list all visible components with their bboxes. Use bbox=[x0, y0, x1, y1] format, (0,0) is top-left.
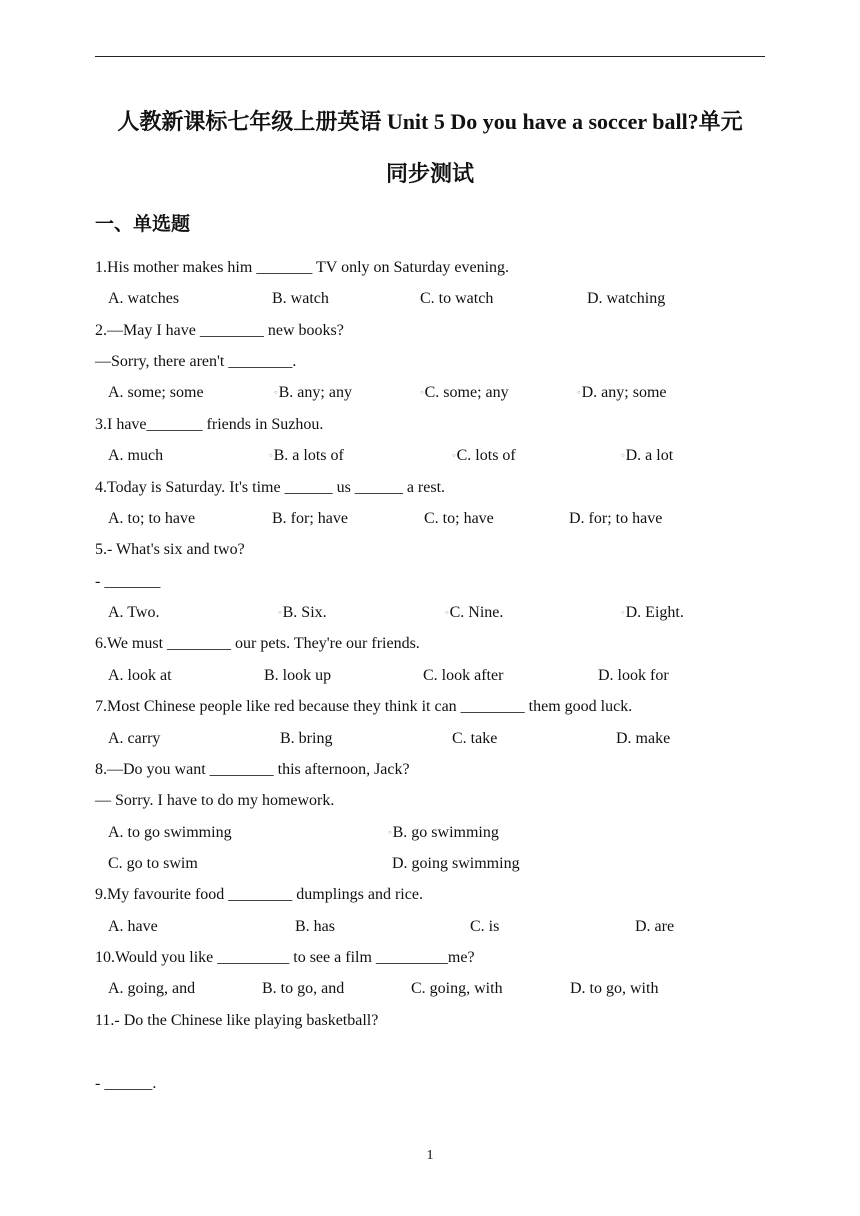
question-3-option-c: ○C. lots of bbox=[452, 447, 516, 464]
question-11-stem-reply: - ______. bbox=[95, 1075, 157, 1092]
question-2-option-c: ○C. some; any bbox=[420, 384, 509, 401]
document-title-continued: 同步测试 bbox=[385, 161, 474, 186]
question-4-stem: 4.Today is Saturday. It's time ______ us ______ a rest. bbox=[95, 479, 446, 496]
question-4-option-d: D. for; to have bbox=[569, 510, 663, 527]
question-5-stem-reply: - _______ bbox=[95, 573, 161, 590]
question-2-option-d: ○D. any; some bbox=[577, 384, 667, 401]
option-marker-icon: ○ bbox=[452, 453, 456, 460]
option-marker-icon: ○ bbox=[388, 830, 392, 837]
question-8-option-b: ○B. go swimming bbox=[388, 824, 499, 841]
question-1-option-c: C. to watch bbox=[420, 290, 494, 307]
question-7-option-a: A. carry bbox=[108, 730, 161, 747]
question-6-option-d: D. look for bbox=[598, 667, 669, 684]
question-7-option-b: B. bring bbox=[280, 730, 333, 747]
option-marker-icon: ○ bbox=[278, 610, 282, 617]
question-8-option-d: D. going swimming bbox=[392, 855, 520, 872]
question-8-stem: 8.—Do you want ________ this afternoon, Jack? bbox=[95, 761, 410, 778]
question-5-option-a: A. Two. bbox=[108, 604, 160, 621]
question-11-stem: 11.- Do the Chinese like playing basketball? bbox=[95, 1012, 379, 1029]
question-10-option-b: B. to go, and bbox=[262, 980, 345, 997]
option-marker-icon: ○ bbox=[420, 390, 424, 397]
question-10-option-a: A. going, and bbox=[108, 980, 196, 997]
question-6-option-a: A. look at bbox=[108, 667, 172, 684]
question-8-option-c: C. go to swim bbox=[108, 855, 198, 872]
question-2-option-a: A. some; some bbox=[108, 384, 204, 401]
option-marker-icon: ○ bbox=[577, 390, 581, 397]
question-3-option-d: ○D. a lot bbox=[621, 447, 674, 464]
question-1-stem: 1.His mother makes him _______ TV only on Saturday evening. bbox=[95, 259, 510, 276]
question-4-option-c: C. to; have bbox=[424, 510, 494, 527]
question-4-option-a: A. to; to have bbox=[108, 510, 196, 527]
option-marker-icon: ○ bbox=[621, 453, 625, 460]
option-marker-icon: ○ bbox=[274, 390, 278, 397]
question-5-option-b: ○B. Six. bbox=[278, 604, 327, 621]
question-9-option-b: B. has bbox=[295, 918, 335, 935]
question-10-stem: 10.Would you like _________ to see a film _________me? bbox=[95, 949, 475, 966]
question-8-option-a: A. to go swimming bbox=[108, 824, 232, 841]
question-1-option-a: A. watches bbox=[108, 290, 180, 307]
question-1-option-d: D. watching bbox=[587, 290, 666, 307]
page-number: 1 bbox=[426, 1148, 434, 1163]
question-5-option-c: ○C. Nine. bbox=[445, 604, 504, 621]
question-6-stem: 6.We must ________ our pets. They're our friends. bbox=[95, 635, 420, 652]
question-9-option-a: A. have bbox=[108, 918, 158, 935]
question-6-option-c: C. look after bbox=[423, 667, 504, 684]
question-9-stem: 9.My favourite food ________ dumplings and rice. bbox=[95, 886, 423, 903]
question-5-stem: 5.- What's six and two? bbox=[95, 541, 245, 558]
question-4-option-b: B. for; have bbox=[272, 510, 348, 527]
question-9-option-c: C. is bbox=[470, 918, 500, 935]
question-10-option-c: C. going, with bbox=[411, 980, 503, 997]
document-title: 人教新课标七年级上册英语 Unit 5 Do you have a soccer ball?单元 bbox=[117, 109, 743, 134]
question-2-stem: 2.—May I have ________ new books? bbox=[95, 322, 344, 339]
option-marker-icon: ○ bbox=[445, 610, 449, 617]
question-8-stem-reply: — Sorry. I have to do my homework. bbox=[95, 792, 335, 809]
question-3-option-b: ○B. a lots of bbox=[269, 447, 344, 464]
question-7-option-c: C. take bbox=[452, 730, 498, 747]
question-2-stem-reply: —Sorry, there aren't ________. bbox=[95, 353, 297, 370]
question-7-stem: 7.Most Chinese people like red because they think it can ________ them good luck. bbox=[95, 698, 633, 715]
question-3-stem: 3.I have_______ friends in Suzhou. bbox=[95, 416, 324, 433]
section-heading: 一、单选题 bbox=[95, 214, 191, 235]
question-10-option-d: D. to go, with bbox=[570, 980, 659, 997]
option-marker-icon: ○ bbox=[621, 610, 625, 617]
question-5-option-d: ○D. Eight. bbox=[621, 604, 684, 621]
question-6-option-b: B. look up bbox=[264, 667, 332, 684]
question-2-option-b: ○B. any; any bbox=[274, 384, 352, 401]
header-rule bbox=[95, 56, 765, 57]
question-9-option-d: D. are bbox=[635, 918, 675, 935]
question-3-option-a: A. much bbox=[108, 447, 164, 464]
question-7-option-d: D. make bbox=[616, 730, 671, 747]
question-1-option-b: B. watch bbox=[272, 290, 329, 307]
option-marker-icon: ○ bbox=[269, 453, 273, 460]
